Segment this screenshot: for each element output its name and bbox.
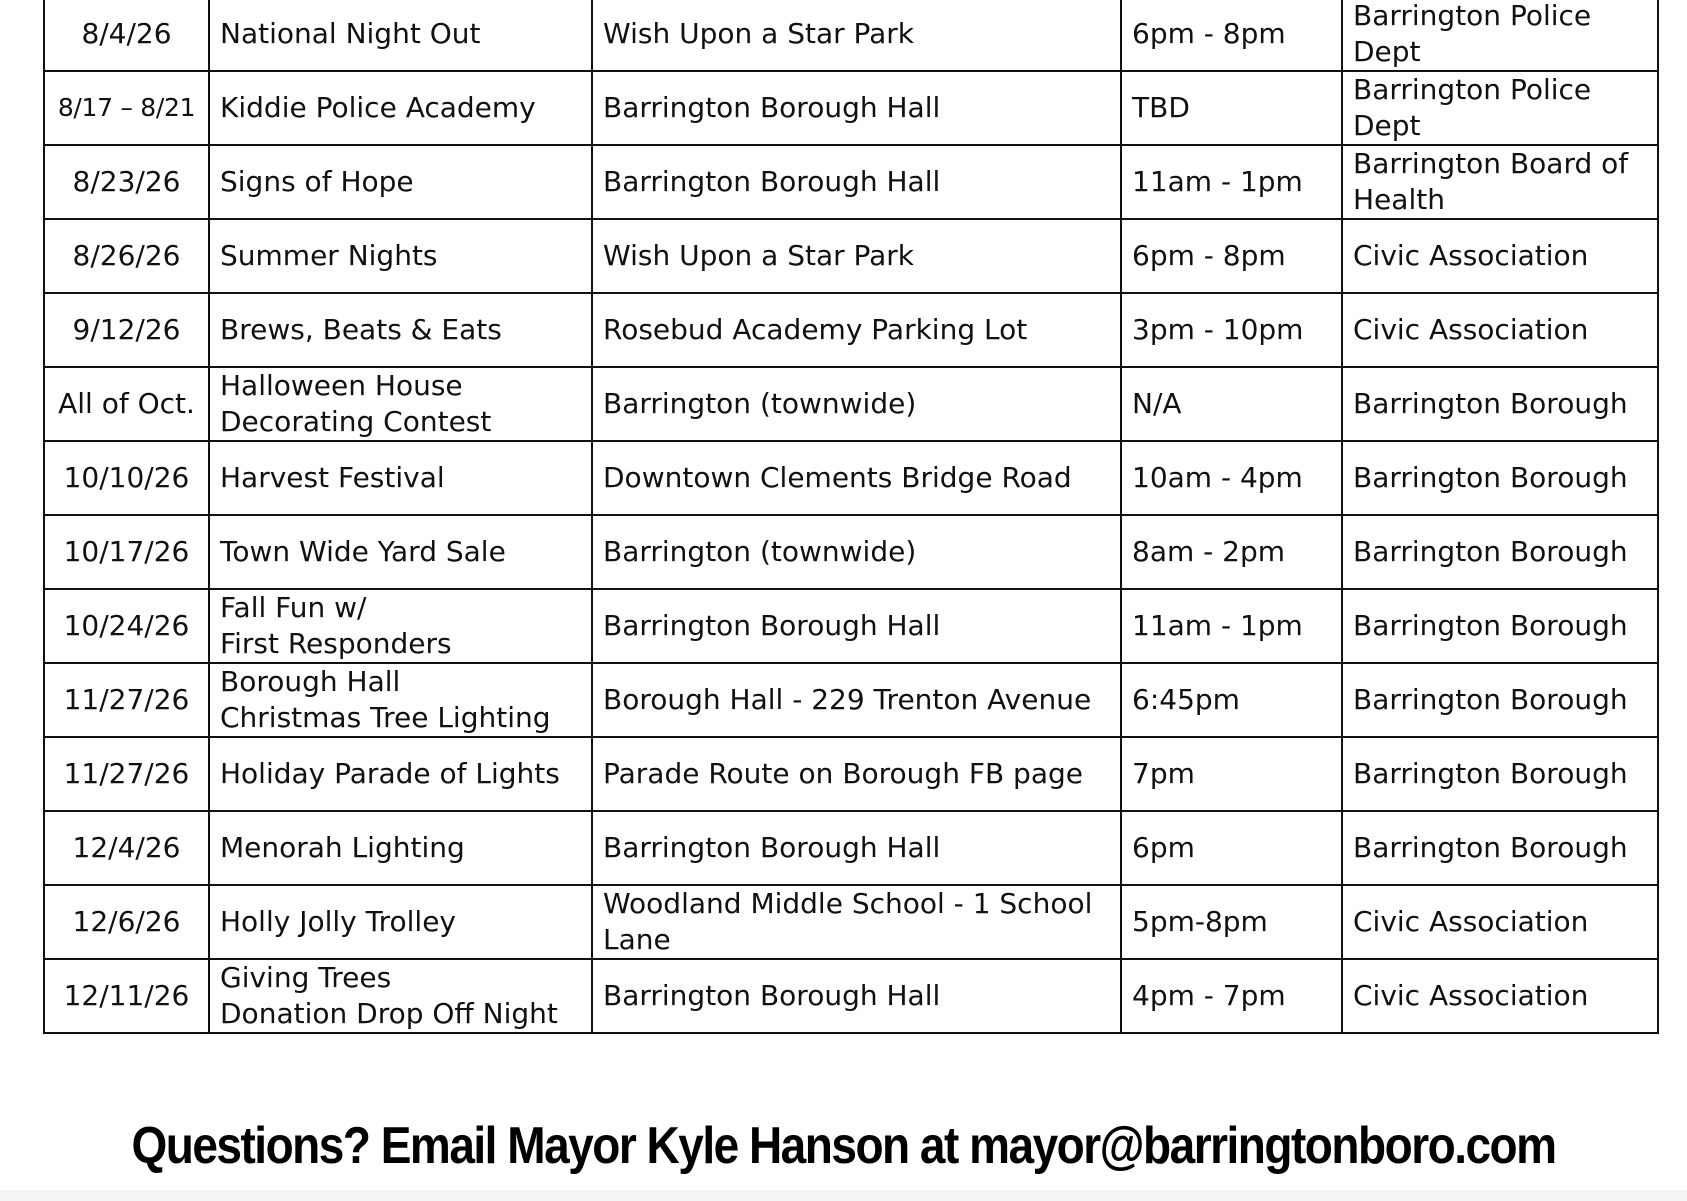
event-host: Barrington Borough xyxy=(1342,515,1658,589)
table-row xyxy=(44,145,1658,219)
event-time: 8am - 2pm xyxy=(1121,515,1342,589)
event-date: 10/17/26 xyxy=(44,515,209,589)
event-location: Barrington Borough Hall xyxy=(592,145,1121,219)
events-table xyxy=(43,0,1659,1034)
event-date: 8/17 – 8/21 xyxy=(44,71,209,145)
table-row xyxy=(44,663,1658,737)
event-date: 12/6/26 xyxy=(44,885,209,959)
table-row xyxy=(44,367,1658,441)
event-date: 10/10/26 xyxy=(44,441,209,515)
table-row xyxy=(44,441,1658,515)
table-row xyxy=(44,71,1658,145)
event-location: Barrington Borough Hall xyxy=(592,71,1121,145)
event-name: Holiday Parade of Lights xyxy=(209,737,592,811)
event-location: Parade Route on Borough FB page xyxy=(592,737,1121,811)
event-time: 11am - 1pm xyxy=(1121,145,1342,219)
event-host: Barrington Borough xyxy=(1342,589,1658,663)
event-host: Barrington Borough xyxy=(1342,441,1658,515)
table-row xyxy=(44,885,1658,959)
event-host: Barrington Borough xyxy=(1342,367,1658,441)
event-host: Civic Association xyxy=(1342,219,1658,293)
event-host: Barrington Police Dept xyxy=(1342,71,1658,145)
event-time: 11am - 1pm xyxy=(1121,589,1342,663)
event-location: Borough Hall - 229 Trenton Avenue xyxy=(592,663,1121,737)
table-row xyxy=(44,737,1658,811)
table-row xyxy=(44,0,1658,71)
event-location: Barrington Borough Hall xyxy=(592,589,1121,663)
table-row xyxy=(44,959,1658,1033)
event-host: Barrington Borough xyxy=(1342,811,1658,885)
event-location: Rosebud Academy Parking Lot xyxy=(592,293,1121,367)
event-date: 8/26/26 xyxy=(44,219,209,293)
event-location: Woodland Middle School - 1 School Lane xyxy=(592,885,1121,959)
event-host: Civic Association xyxy=(1342,885,1658,959)
event-date: 10/24/26 xyxy=(44,589,209,663)
event-name: Kiddie Police Academy xyxy=(209,71,592,145)
event-date: 8/23/26 xyxy=(44,145,209,219)
event-location: Barrington (townwide) xyxy=(592,367,1121,441)
event-time: 3pm - 10pm xyxy=(1121,293,1342,367)
table-row xyxy=(44,219,1658,293)
event-time: N/A xyxy=(1121,367,1342,441)
table-row xyxy=(44,515,1658,589)
event-time: 6pm xyxy=(1121,811,1342,885)
event-location: Wish Upon a Star Park xyxy=(592,0,1121,71)
event-date: 9/12/26 xyxy=(44,293,209,367)
event-date: 12/11/26 xyxy=(44,959,209,1033)
event-date: 12/4/26 xyxy=(44,811,209,885)
contact-footer: Questions? Email Mayor Kyle Hanson at mayor@barringtonboro.com xyxy=(131,1115,1556,1175)
event-time: 6:45pm xyxy=(1121,663,1342,737)
event-host: Barrington Police Dept xyxy=(1342,0,1658,71)
event-location: Downtown Clements Bridge Road xyxy=(592,441,1121,515)
event-name: Halloween House Decorating Contest xyxy=(209,367,592,441)
event-time: 6pm - 8pm xyxy=(1121,0,1342,71)
event-time: TBD xyxy=(1121,71,1342,145)
event-date: 11/27/26 xyxy=(44,663,209,737)
table-row xyxy=(44,293,1658,367)
event-location: Barrington Borough Hall xyxy=(592,959,1121,1033)
event-date: 11/27/26 xyxy=(44,737,209,811)
event-location: Wish Upon a Star Park xyxy=(592,219,1121,293)
event-name: Menorah Lighting xyxy=(209,811,592,885)
event-time: 4pm - 7pm xyxy=(1121,959,1342,1033)
event-host: Barrington Borough xyxy=(1342,737,1658,811)
event-name: Summer Nights xyxy=(209,219,592,293)
event-name: Signs of Hope xyxy=(209,145,592,219)
event-time: 6pm - 8pm xyxy=(1121,219,1342,293)
event-name: Fall Fun w/ First Responders xyxy=(209,589,592,663)
event-name: Town Wide Yard Sale xyxy=(209,515,592,589)
event-host: Barrington Borough xyxy=(1342,663,1658,737)
event-date: 8/4/26 xyxy=(44,0,209,71)
event-name: Harvest Festival xyxy=(209,441,592,515)
event-name: Giving Trees Donation Drop Off Night xyxy=(209,959,592,1033)
event-host: Civic Association xyxy=(1342,293,1658,367)
event-time: 10am - 4pm xyxy=(1121,441,1342,515)
event-name: Borough Hall Christmas Tree Lighting xyxy=(209,663,592,737)
table-row xyxy=(44,811,1658,885)
event-time: 5pm-8pm xyxy=(1121,885,1342,959)
event-location: Barrington (townwide) xyxy=(592,515,1121,589)
event-name: Brews, Beats & Eats xyxy=(209,293,592,367)
event-time: 7pm xyxy=(1121,737,1342,811)
event-host: Barrington Board of Health xyxy=(1342,145,1658,219)
table-row xyxy=(44,589,1658,663)
event-name: National Night Out xyxy=(209,0,592,71)
event-date: All of Oct. xyxy=(44,367,209,441)
event-host: Civic Association xyxy=(1342,959,1658,1033)
event-name: Holly Jolly Trolley xyxy=(209,885,592,959)
event-location: Barrington Borough Hall xyxy=(592,811,1121,885)
events-table-body xyxy=(44,0,1658,1033)
